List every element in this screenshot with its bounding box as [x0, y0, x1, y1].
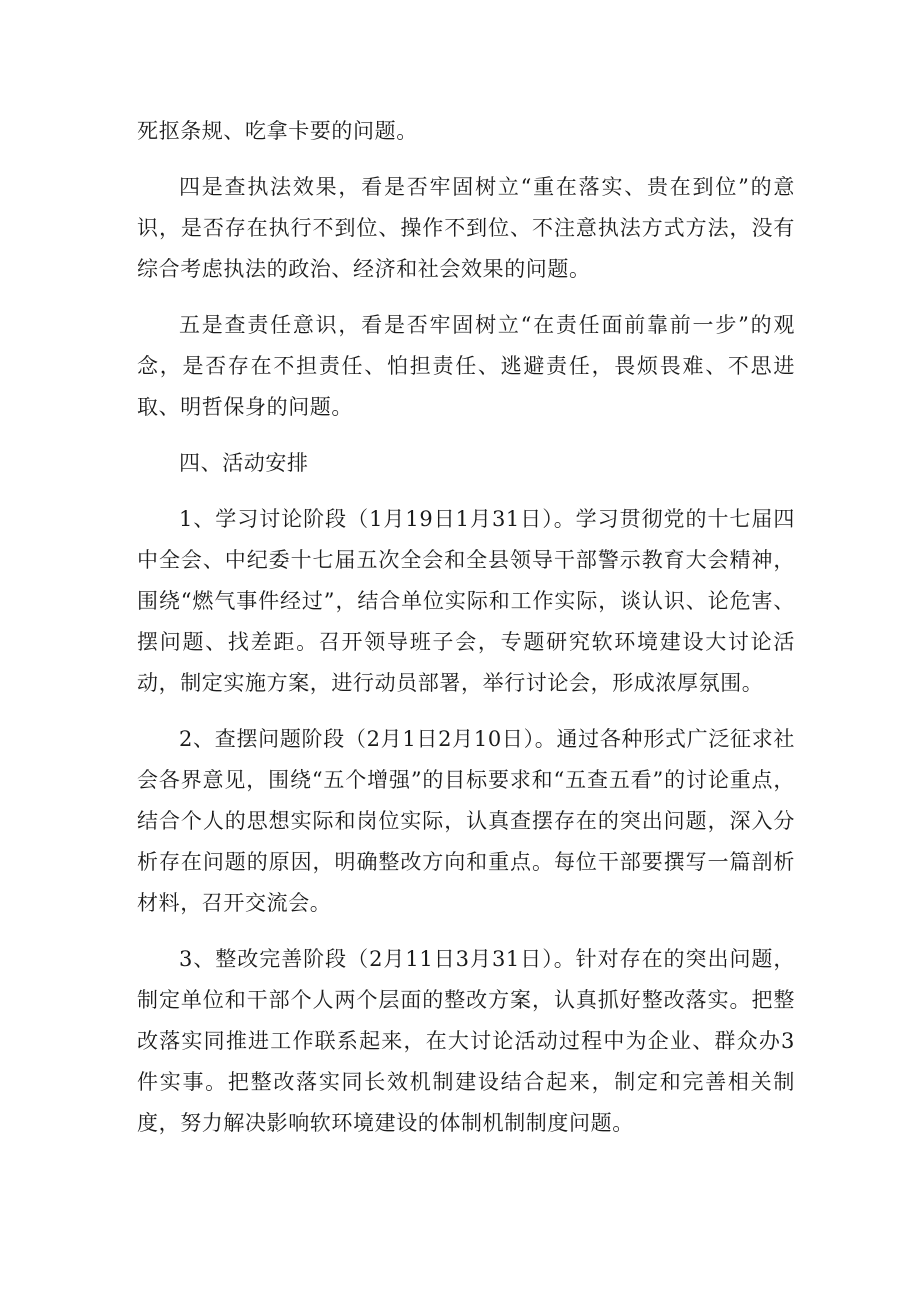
paragraph-stage-problem-finding: 2、查摆问题阶段（2月1日2月10日）。通过各种形式广泛征求社会各界意见，围绕“五个增强”的目标要求和“五查五看”的讨论重点，结合个人的思想实际和岗位实际，认真查摆存在的突出问题，深入分析存在问题的原因，明确整改方向和重点。每位干部要撰写一篇剖析材料，召开交流会。: [137, 727, 795, 915]
paragraph-stage-study-discussion: 1、学习讨论阶段（1月19日1月31日）。学习贯彻党的十七届四中全会、中纪委十七届五次全会和全县领导干部警示教育大会精神，围绕“燃气事件经过”，结合单位实际和工作实际，谈认识、论危害、摆问题、找差距。召开领导班子会，专题研究软环境建设大讨论活动，制定实施方案，进行动员部署，举行讨论会，形成浓厚氛围。: [137, 507, 795, 695]
paragraph-enforcement-effect: 四是查执法效果，看是否牢固树立“重在落实、贵在到位”的意识，是否存在执行不到位、操作不到位、不注意执法方式方法，没有综合考虑执法的政治、经济和社会效果的问题。: [137, 175, 795, 281]
paragraph-responsibility-awareness: 五是查责任意识，看是否牢固树立“在责任面前靠前一步”的观念，是否存在不担责任、怕担责任、逃避责任，畏烦畏难、不思进取、明哲保身的问题。: [137, 313, 795, 419]
document-body: [137, 111, 795, 1159]
paragraph-continuation: 死抠条规、吃拿卡要的问题。: [137, 119, 418, 143]
section-heading-activity-arrangement: 四、活动安排: [179, 451, 309, 475]
paragraph-stage-rectification: 3、整改完善阶段（2月11日3月31日）。针对存在的突出问题，制定单位和干部个人两个层面的整改方案，认真抓好整改落实。把整改落实同推进工作联系起来，在大讨论活动过程中为企业、群众办3件实事。把整改落实同长效机制建设结合起来，制定和完善相关制度，努力解决影响软环境建设的体制机制制度问题。: [137, 947, 795, 1135]
